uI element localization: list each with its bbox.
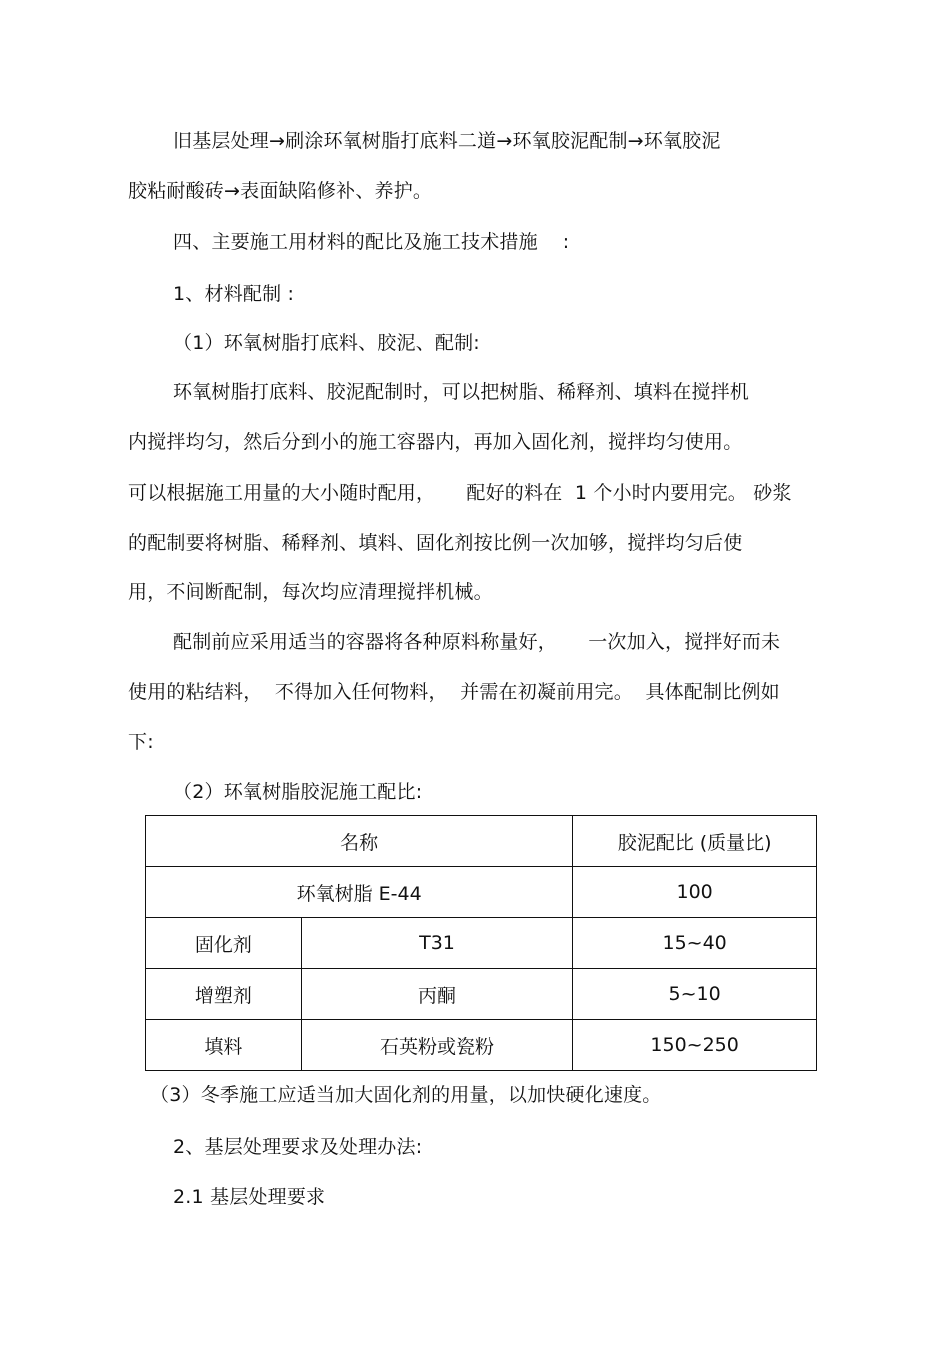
paragraph-line: （3）冬季施工应适当加大固化剂的用量，以加快硬化速度。 — [150, 1084, 662, 1106]
table-cell: 丙酮 — [301, 969, 573, 1020]
item-heading: （2）环氧树脂胶泥施工配比: — [173, 781, 423, 803]
table-header-cell: 胶泥配比 (质量比) — [573, 816, 817, 867]
table-cell: 石英粉或瓷粉 — [301, 1020, 573, 1071]
table-row — [146, 969, 817, 1020]
table-cell: 150~250 — [573, 1020, 817, 1071]
table-header-row — [146, 816, 817, 867]
paragraph-line: 用，不间断配制，每次均应清理搅拌机械。 — [128, 581, 493, 603]
paragraph-line: 配制前应采用适当的容器将各种原料称量好， 一次加入，搅拌好而未 — [173, 631, 781, 653]
subsection-heading: 2、基层处理要求及处理办法: — [173, 1136, 423, 1158]
section-heading: 四、主要施工用材料的配比及施工技术措施 : — [173, 231, 570, 253]
table-cell: 环氧树脂 E-44 — [146, 867, 573, 918]
paragraph-line: 的配制要将树脂、稀释剂、填料、固化剂按比例一次加够，搅拌均匀后使 — [128, 532, 743, 554]
table-cell: T31 — [301, 918, 573, 969]
subsection-heading: 2.1 基层处理要求 — [173, 1186, 326, 1208]
subsection-heading: 1、材料配制 : — [173, 283, 295, 305]
table-cell: 15~40 — [573, 918, 817, 969]
paragraph-line: 胶粘耐酸砖→表面缺陷修补、养护。 — [128, 180, 433, 202]
table-cell: 100 — [573, 867, 817, 918]
table-cell: 固化剂 — [146, 918, 302, 969]
table-cell: 增塑剂 — [146, 969, 302, 1020]
paragraph-line: 可以根据施工用量的大小随时配用， 配好的料在 1 个小时内要用完。 砂浆 — [128, 482, 792, 504]
paragraph-line: 下: — [128, 731, 154, 753]
table-row — [146, 867, 817, 918]
paragraph-line: 旧基层处理→刷涂环氧树脂打底料二道→环氧胶泥配制→环氧胶泥 — [173, 130, 721, 152]
table-row — [146, 918, 817, 969]
item-heading: （1）环氧树脂打底料、胶泥、配制: — [173, 332, 480, 354]
table-cell: 填料 — [146, 1020, 302, 1071]
paragraph-line: 环氧树脂打底料、胶泥配制时，可以把树脂、稀释剂、填料在搅拌机 — [173, 381, 750, 403]
mix-ratio-table — [145, 815, 817, 1071]
table-header-cell: 名称 — [146, 816, 573, 867]
table-row — [146, 1020, 817, 1071]
table-cell: 5~10 — [573, 969, 817, 1020]
paragraph-line: 使用的粘结料， 不得加入任何物料， 并需在初凝前用完。 具体配制比例如 — [128, 681, 780, 703]
paragraph-line: 内搅拌均匀，然后分到小的施工容器内，再加入固化剂，搅拌均匀使用。 — [128, 431, 743, 453]
